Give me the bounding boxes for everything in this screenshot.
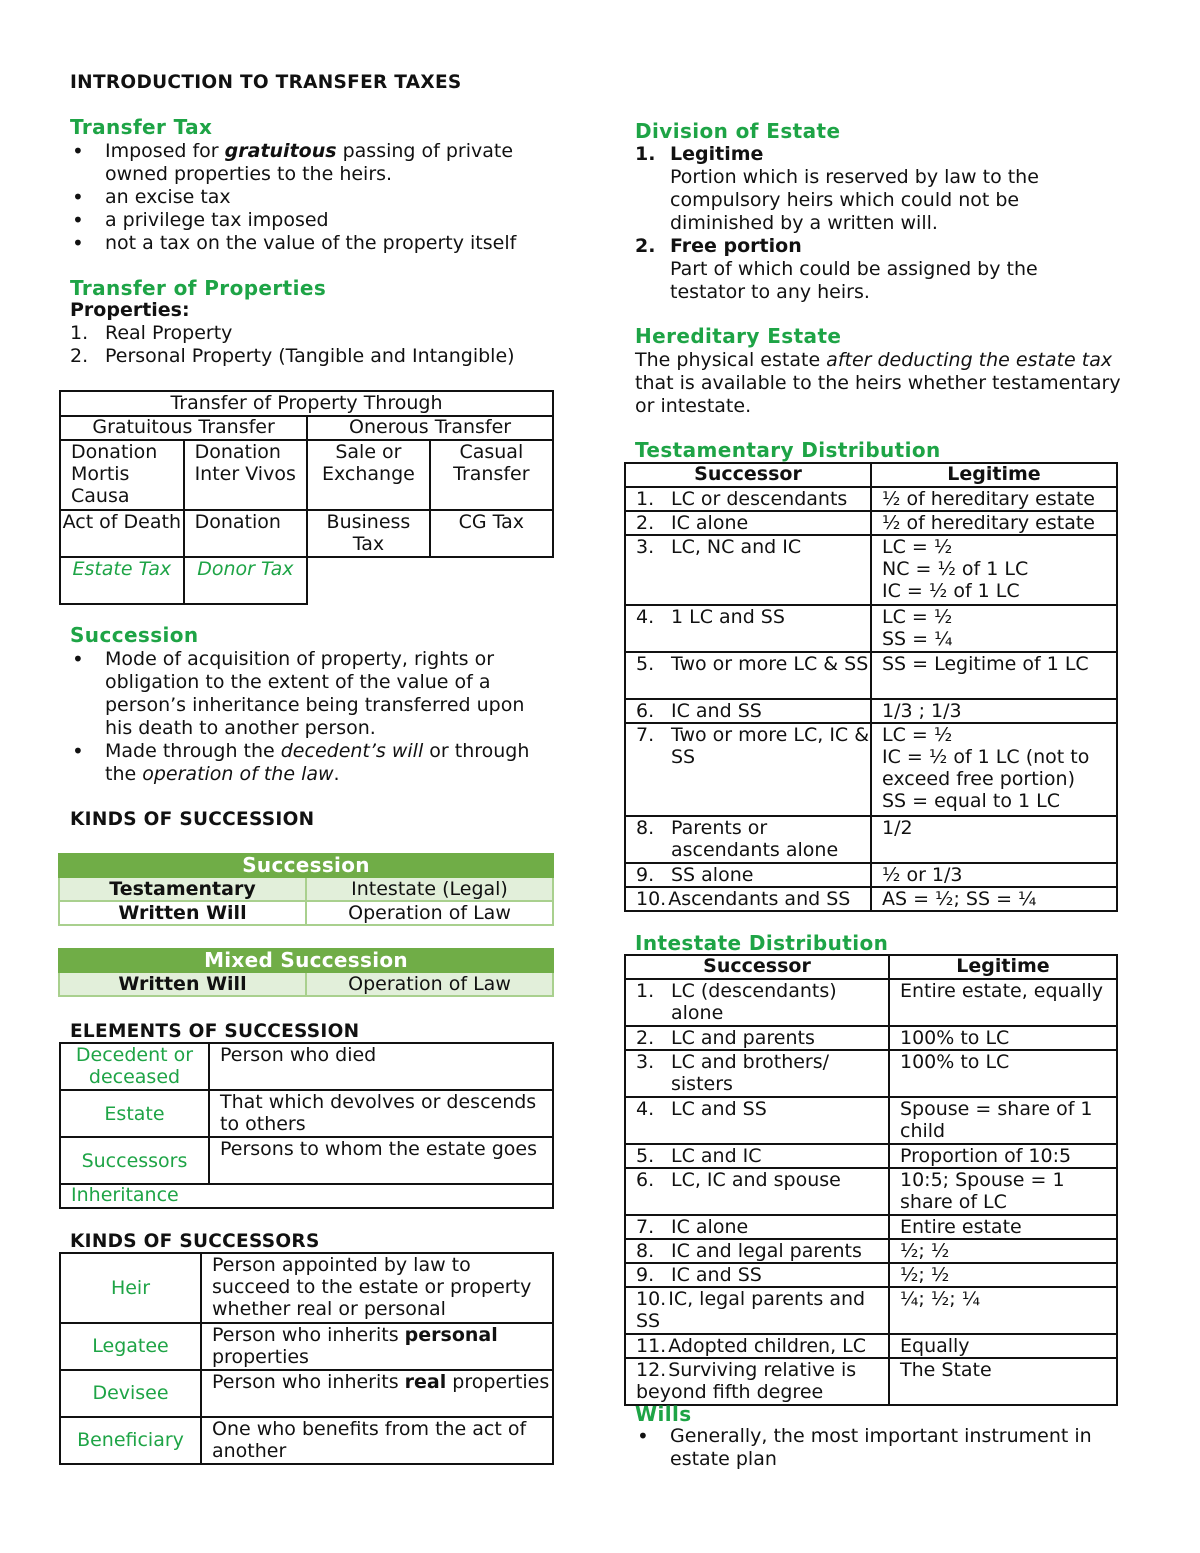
column-header: Legitime	[871, 463, 1117, 487]
succession-heading: Succession	[70, 623, 199, 647]
properties-list	[70, 322, 550, 368]
hereditary-text: The physical estate after deducting the estate tax that is available to the heirs whether testamentary or intestate.	[635, 349, 1121, 417]
successor-cell: 8. IC and legal parents	[625, 1239, 889, 1263]
table-row	[625, 1287, 1117, 1334]
hereditary-heading: Hereditary Estate	[635, 324, 842, 348]
table-cell: CG Tax	[430, 510, 553, 557]
division-heading: Division of Estate	[635, 119, 841, 143]
successors-table	[59, 1252, 554, 1465]
successor-term: Heir	[60, 1253, 201, 1323]
table-row	[625, 887, 1117, 911]
table-row	[625, 1050, 1117, 1097]
table-row	[625, 699, 1117, 723]
intestate-heading: Intestate Distribution	[635, 931, 889, 955]
gratuitous-header: Gratuitous Transfer	[60, 416, 307, 440]
legitime-cell: ¼; ½; ¼	[889, 1287, 1117, 1334]
wills-list	[635, 1425, 1115, 1471]
column-header: Successor	[625, 463, 871, 487]
table-row	[625, 652, 1117, 699]
successor-cell: 8. Parents or ascendants alone	[625, 816, 871, 863]
table-cell: Donation	[184, 510, 308, 557]
legitime-cell: Entire estate, equally	[889, 979, 1117, 1026]
table-row	[625, 1358, 1117, 1405]
table-row	[625, 487, 1117, 511]
succession-box-row: Written Will Operation of Law	[58, 902, 554, 926]
transfer-through-table	[59, 390, 554, 605]
testamentary-heading: Testamentary Distribution	[635, 438, 941, 462]
successor-cell: 12. Surviving relative is beyond fifth degree	[625, 1358, 889, 1405]
legitime-cell: AS = ½; SS = ¼	[871, 887, 1117, 911]
list-item: • Mode of acquisition of property, rights or obligation to the extent of the value of a person’s inheritance being transferred upon his death to another person.	[70, 648, 550, 740]
table-cell: Casual Transfer	[430, 440, 553, 510]
element-definition: That which devolves or descends to others	[209, 1090, 553, 1137]
succession-box-header: Succession	[58, 853, 554, 878]
succession-list	[70, 648, 550, 786]
mixed-succession-box	[58, 948, 554, 997]
list-item: • a privilege tax imposed	[70, 209, 540, 232]
legitime-cell: ½ of hereditary estate	[871, 487, 1117, 511]
successor-definition: Person who inherits real properties	[201, 1370, 553, 1417]
table-cell: Donor Tax	[184, 557, 308, 604]
legitime-cell: 1/3 ; 1/3	[871, 699, 1117, 723]
legitime-cell: 1/2	[871, 816, 1117, 863]
legitime-cell: Equally	[889, 1334, 1117, 1358]
mixed-succession-row: Written Will Operation of Law	[58, 973, 554, 997]
list-item: • not a tax on the value of the property itself	[70, 232, 540, 255]
kinds-of-succession-heading: KINDS OF SUCCESSION	[70, 809, 315, 830]
table-row	[625, 1144, 1117, 1168]
table-cell: Donation Inter Vivos	[184, 440, 308, 510]
successor-definition: Person who inherits personal properties	[201, 1323, 553, 1370]
successor-cell: 6. IC and SS	[625, 699, 871, 723]
successor-cell: 9. SS alone	[625, 863, 871, 887]
intestate-table	[624, 954, 1118, 1406]
table-row	[625, 1168, 1117, 1215]
table-title: Transfer of Property Through	[60, 391, 553, 416]
wills-heading: Wills	[635, 1402, 692, 1426]
legitime-cell: Spouse = share of 1 child	[889, 1097, 1117, 1144]
table-row	[625, 816, 1117, 863]
successor-definition: One who benefits from the act of another	[201, 1417, 553, 1464]
table-row	[625, 1263, 1117, 1287]
legitime-cell: Entire estate	[889, 1215, 1117, 1239]
legitime-cell: LC = ½ NC = ½ of 1 LC IC = ½ of 1 LC	[871, 535, 1117, 605]
table-cell: Estate Tax	[60, 557, 184, 604]
succession-box	[58, 853, 554, 926]
table-row	[625, 511, 1117, 535]
table-row	[625, 863, 1117, 887]
legitime-cell: ½; ½	[889, 1239, 1117, 1263]
successor-cell: 2. IC alone	[625, 511, 871, 535]
successor-cell: 5. LC and IC	[625, 1144, 889, 1168]
legitime-cell: SS = Legitime of 1 LC	[871, 652, 1117, 699]
successor-cell: 7. IC alone	[625, 1215, 889, 1239]
table-row	[625, 1097, 1117, 1144]
elements-heading: ELEMENTS OF SUCCESSION	[70, 1021, 360, 1042]
successor-cell: 6. LC, IC and spouse	[625, 1168, 889, 1215]
legitime-cell: 100% to LC	[889, 1050, 1117, 1097]
successor-cell: 4. 1 LC and SS	[625, 605, 871, 652]
division-list	[635, 143, 1095, 304]
successor-cell: 11. Adopted children, LC	[625, 1334, 889, 1358]
element-term: Decedent or deceased	[60, 1043, 209, 1090]
table-row	[625, 723, 1117, 816]
successor-term: Devisee	[60, 1370, 201, 1417]
legitime-cell: 100% to LC	[889, 1026, 1117, 1050]
list-item: • Made through the decedent’s will or through the operation of the law.	[70, 740, 550, 786]
table-row	[625, 535, 1117, 605]
document-title: INTRODUCTION TO TRANSFER TAXES	[70, 72, 462, 93]
table-cell: Sale or Exchange	[307, 440, 430, 510]
transfer-tax-heading: Transfer Tax	[70, 115, 213, 139]
list-item: 2. Free portion Part of which could be assigned by the testator to any heirs.	[635, 235, 1038, 303]
legitime-cell: LC = ½ SS = ¼	[871, 605, 1117, 652]
successor-cell: 7. Two or more LC, IC & SS	[625, 723, 871, 816]
successor-cell: 3. LC and brothers/ sisters	[625, 1050, 889, 1097]
successor-definition: Person appointed by law to succeed to the estate or property whether real or personal	[201, 1253, 553, 1323]
list-item: • an excise tax	[70, 186, 540, 209]
successor-term: Beneficiary	[60, 1417, 201, 1464]
testamentary-table	[624, 462, 1118, 912]
legitime-cell: ½ of hereditary estate	[871, 511, 1117, 535]
successor-cell: 4. LC and SS	[625, 1097, 889, 1144]
column-header: Successor	[625, 955, 889, 979]
table-cell: Business Tax	[307, 510, 430, 557]
table-cell: Act of Death	[60, 510, 184, 557]
element-term: Estate	[60, 1090, 209, 1137]
list-item: • Generally, the most important instrument in estate plan	[635, 1425, 1115, 1471]
element-definition: Person who died	[209, 1043, 553, 1090]
onerous-header: Onerous Transfer	[307, 416, 553, 440]
legitime-cell: ½ or 1/3	[871, 863, 1117, 887]
table-row	[625, 1215, 1117, 1239]
kinds-of-successors-heading: KINDS OF SUCCESSORS	[70, 1231, 320, 1252]
list-item: 1. Legitime Portion which is reserved by law to the compulsory heirs which could not be diminished by a written will.	[635, 143, 1039, 234]
elements-table	[59, 1042, 554, 1209]
succession-box-row: Testamentary Intestate (Legal)	[58, 878, 554, 902]
table-cell: Donation Mortis Causa	[60, 440, 184, 510]
successor-cell: 1. LC or descendants	[625, 487, 871, 511]
table-row	[625, 1239, 1117, 1263]
transfer-tax-list	[70, 140, 540, 255]
successor-cell: 1. LC (descendants) alone	[625, 979, 889, 1026]
successor-cell: 10. IC, legal parents and SS	[625, 1287, 889, 1334]
table-row	[625, 605, 1117, 652]
successor-term: Legatee	[60, 1323, 201, 1370]
successor-cell: 2. LC and parents	[625, 1026, 889, 1050]
element-term: Inheritance	[60, 1184, 553, 1208]
list-item: 2. Personal Property (Tangible and Intangible)	[70, 345, 515, 367]
successor-cell: 5. Two or more LC & SS	[625, 652, 871, 699]
list-item: • Imposed for gratuitous passing of private owned properties to the heirs.	[70, 140, 540, 186]
legitime-cell: ½; ½	[889, 1263, 1117, 1287]
successor-cell: 3. LC, NC and IC	[625, 535, 871, 605]
table-row	[625, 1334, 1117, 1358]
legitime-cell: Proportion of 10:5	[889, 1144, 1117, 1168]
table-row	[625, 1026, 1117, 1050]
element-definition: Persons to whom the estate goes	[209, 1137, 553, 1184]
mixed-succession-header: Mixed Succession	[58, 948, 554, 973]
column-header: Legitime	[889, 955, 1117, 979]
legitime-cell: 10:5; Spouse = 1 share of LC	[889, 1168, 1117, 1215]
successor-cell: 10. Ascendants and SS	[625, 887, 871, 911]
properties-subheading: Properties:	[70, 299, 190, 321]
legitime-cell: LC = ½ IC = ½ of 1 LC (not to exceed free portion) SS = equal to 1 LC	[871, 723, 1117, 816]
table-row	[625, 979, 1117, 1026]
element-term: Successors	[60, 1137, 209, 1184]
successor-cell: 9. IC and SS	[625, 1263, 889, 1287]
list-item: 1. Real Property	[70, 322, 233, 344]
legitime-cell: The State	[889, 1358, 1117, 1405]
transfer-properties-heading: Transfer of Properties	[70, 276, 327, 300]
